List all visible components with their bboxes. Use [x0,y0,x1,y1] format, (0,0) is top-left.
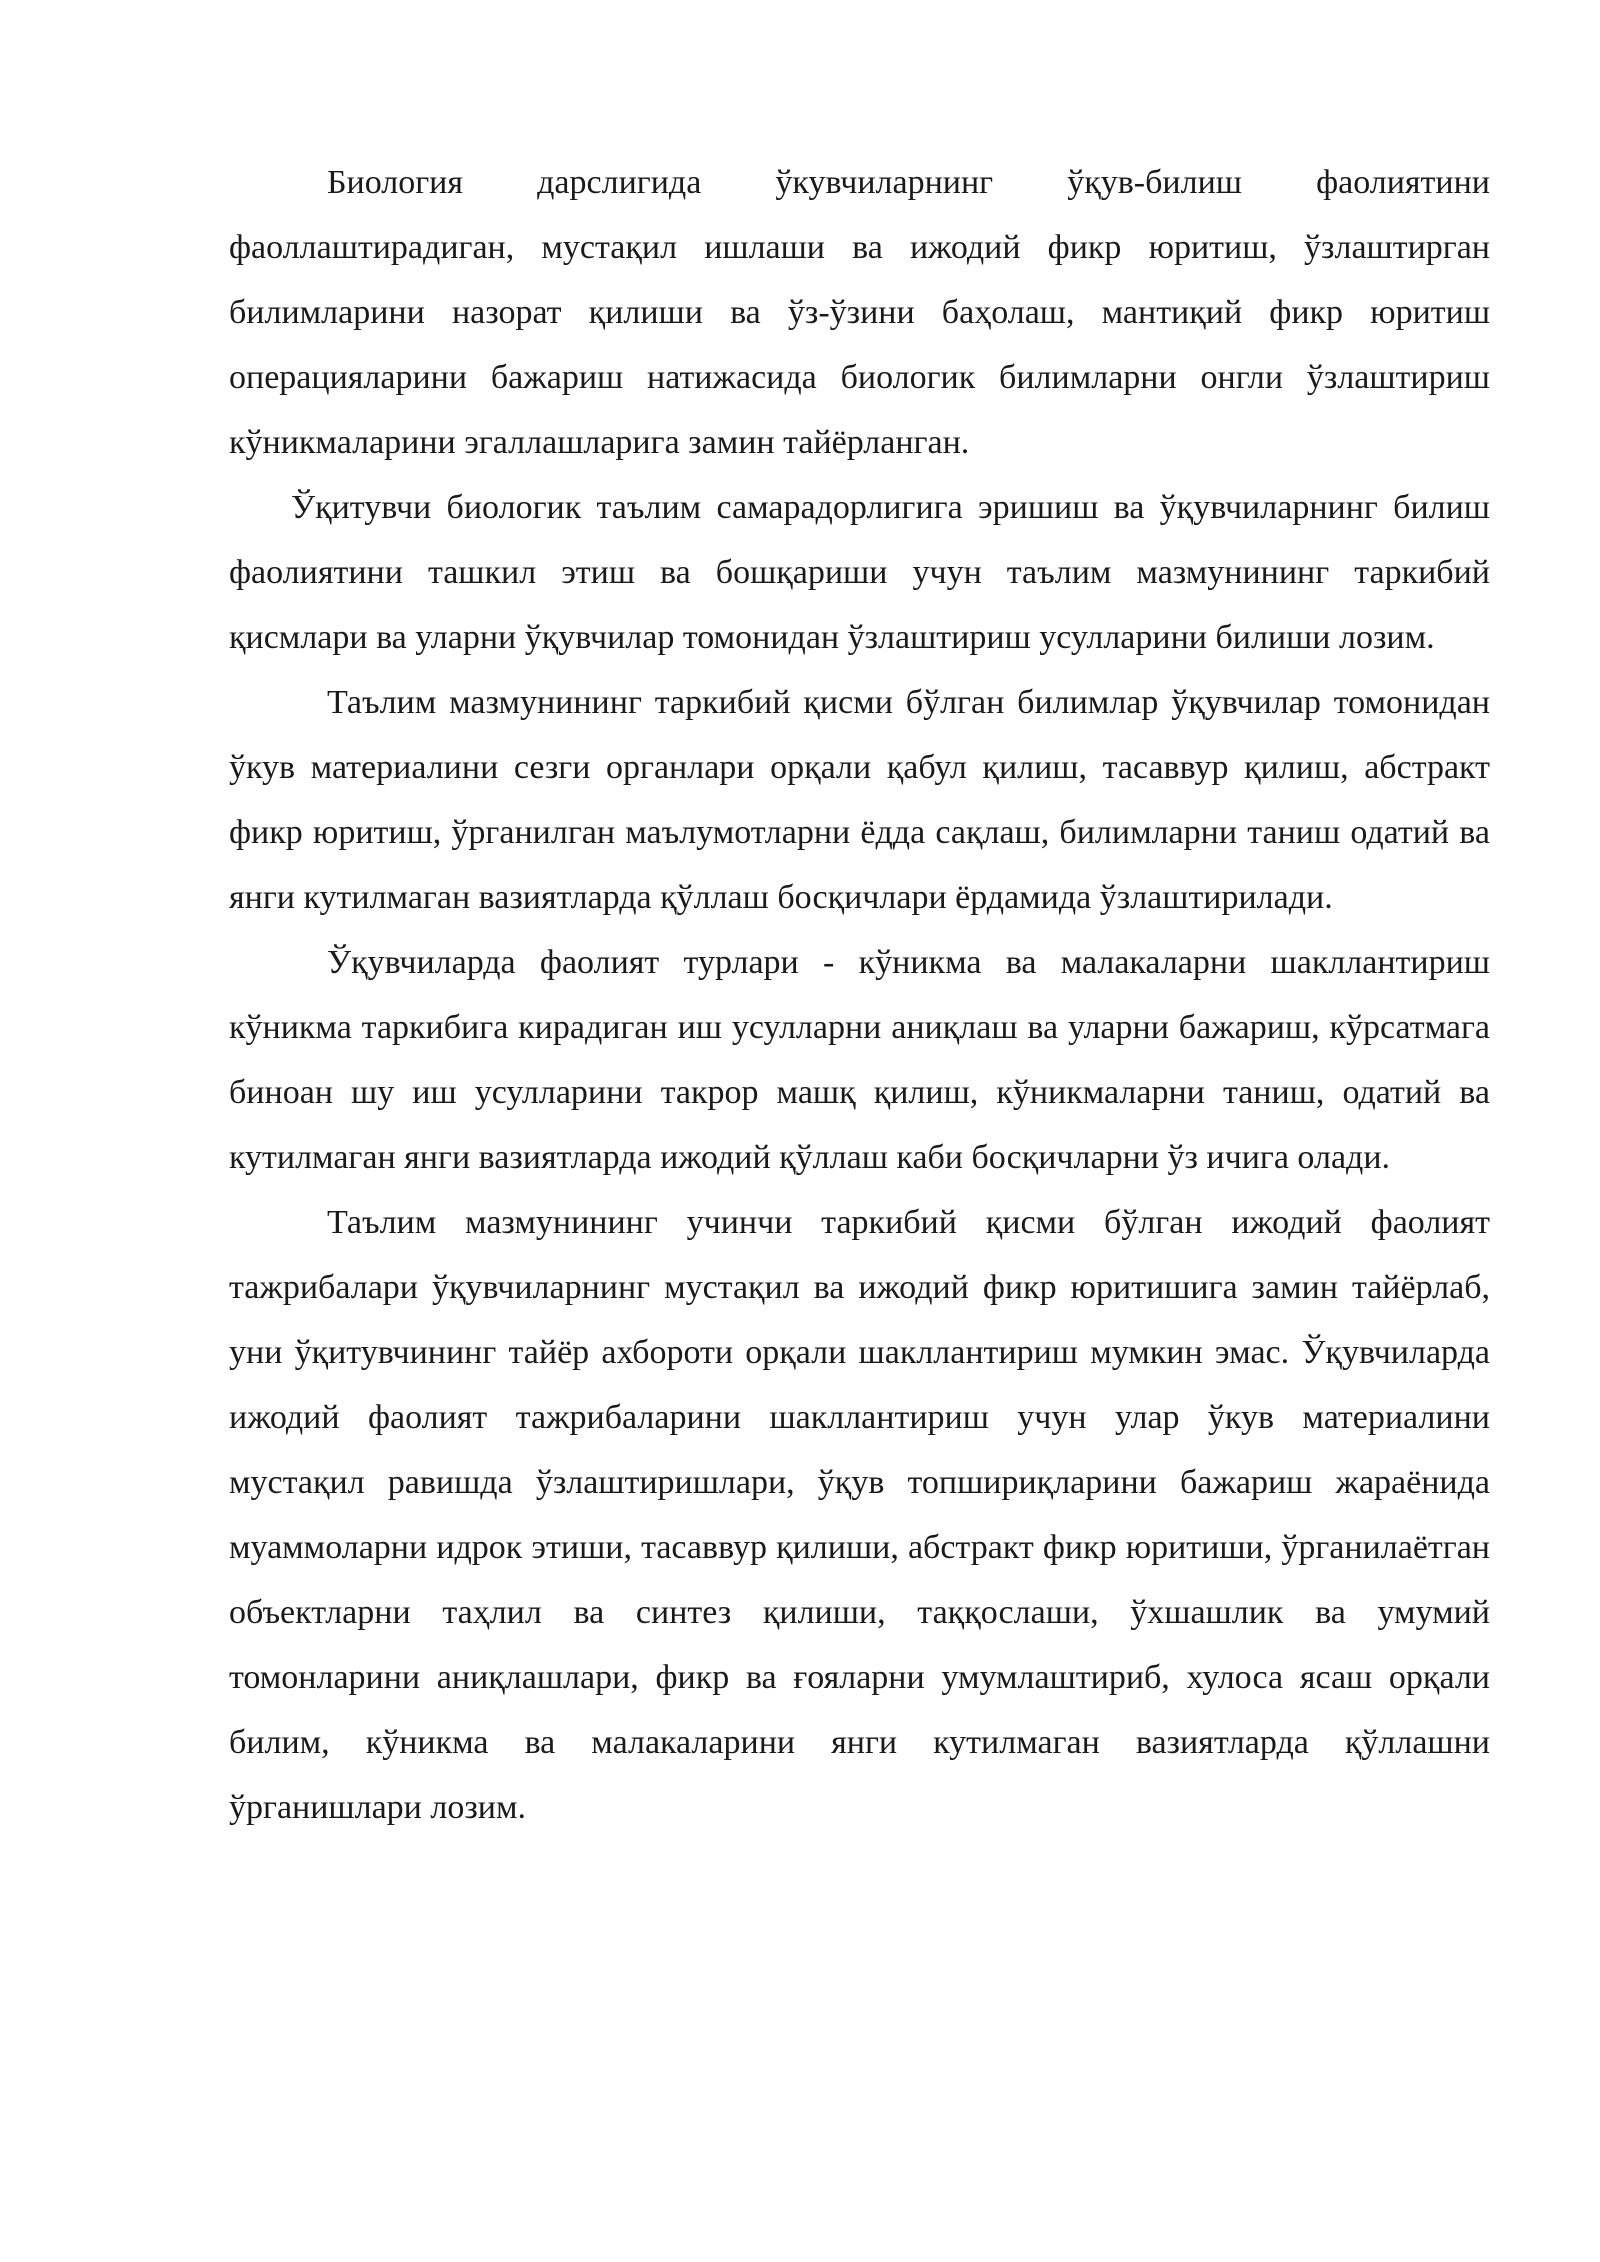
document-page [229,150,1490,1840]
paragraph-5: Таълим мазмунининг учинчи таркибий қисми бўлган ижодий фаолият тажрибалари ўқувчиларнинг мустақил ва ижодий фикр юритишига замин тайёрлаб, уни ўқитувчининг тайёр ахбороти орқали шакллантириш мумкин эмас. Ўқувчиларда ижодий фаолият тажрибаларини шакллантириш учун улар ўкув материалини мустақил равишда ўзлаштиришлари, ўқув топшириқларини бажариш жараёнида муаммоларни идрок этиши, тасаввур қилиши, абстракт фикр юритиши, ўрганилаётган объектларни таҳлил ва синтез қилиши, таққослаши, ўхшашлик ва умумий томонларини аниқлашлари, фикр ва ғояларни умумлаштириб, хулоса ясаш орқали билим, кўникма ва малакаларини янги кутилмаган вазиятларда қўллашни ўрганишлари лозим. [229,1204,1490,1826]
paragraph-2: Ўқитувчи биологик таълим самарадорлигига эришиш ва ўқувчиларнинг билиш фаолиятини ташкил этиш ва бошқариши учун таълим мазмунининг таркибий қисмлари ва уларни ўқувчилар томонидан ўзлаштириш усулларини билиши лозим. [229,489,1490,656]
paragraph-3: Таълим мазмунининг таркибий қисми бўлган билимлар ўқувчилар томонидан ўкув материалини сезги органлари орқали қабул қилиш, тасаввур қилиш, абстракт фикр юритиш, ўрганилган маълумотларни ёдда сақлаш, билимларни таниш одатий ва янги кутилмаган вазиятларда қўллаш босқичлари ёрдамида ўзлаштирилади. [229,684,1490,916]
paragraph-1: Биология дарслигида ўкувчиларнинг ўқув-билиш фаолиятини фаоллаштирадиган, мустақил ишлаши ва ижодий фикр юритиш, ўзлаштирган билимларини назорат қилиши ва ўз-ўзини баҳолаш, мантиқий фикр юритиш операцияларини бажариш натижасида биологик билимларни онгли ўзлаштириш кўникмаларини эгаллашларига замин тайёрланган. [229,164,1490,461]
paragraph-4: Ўқувчиларда фаолият турлари - кўникма ва малакаларни шакллантириш кўникма таркибига кирадиган иш усулларни аниқлаш ва уларни бажариш, кўрсатмага биноан шу иш усулларини такрор машқ қилиш, кўникмаларни таниш, одатий ва кутилмаган янги вазиятларда ижодий қўллаш каби босқичларни ўз ичига олади. [229,944,1490,1176]
